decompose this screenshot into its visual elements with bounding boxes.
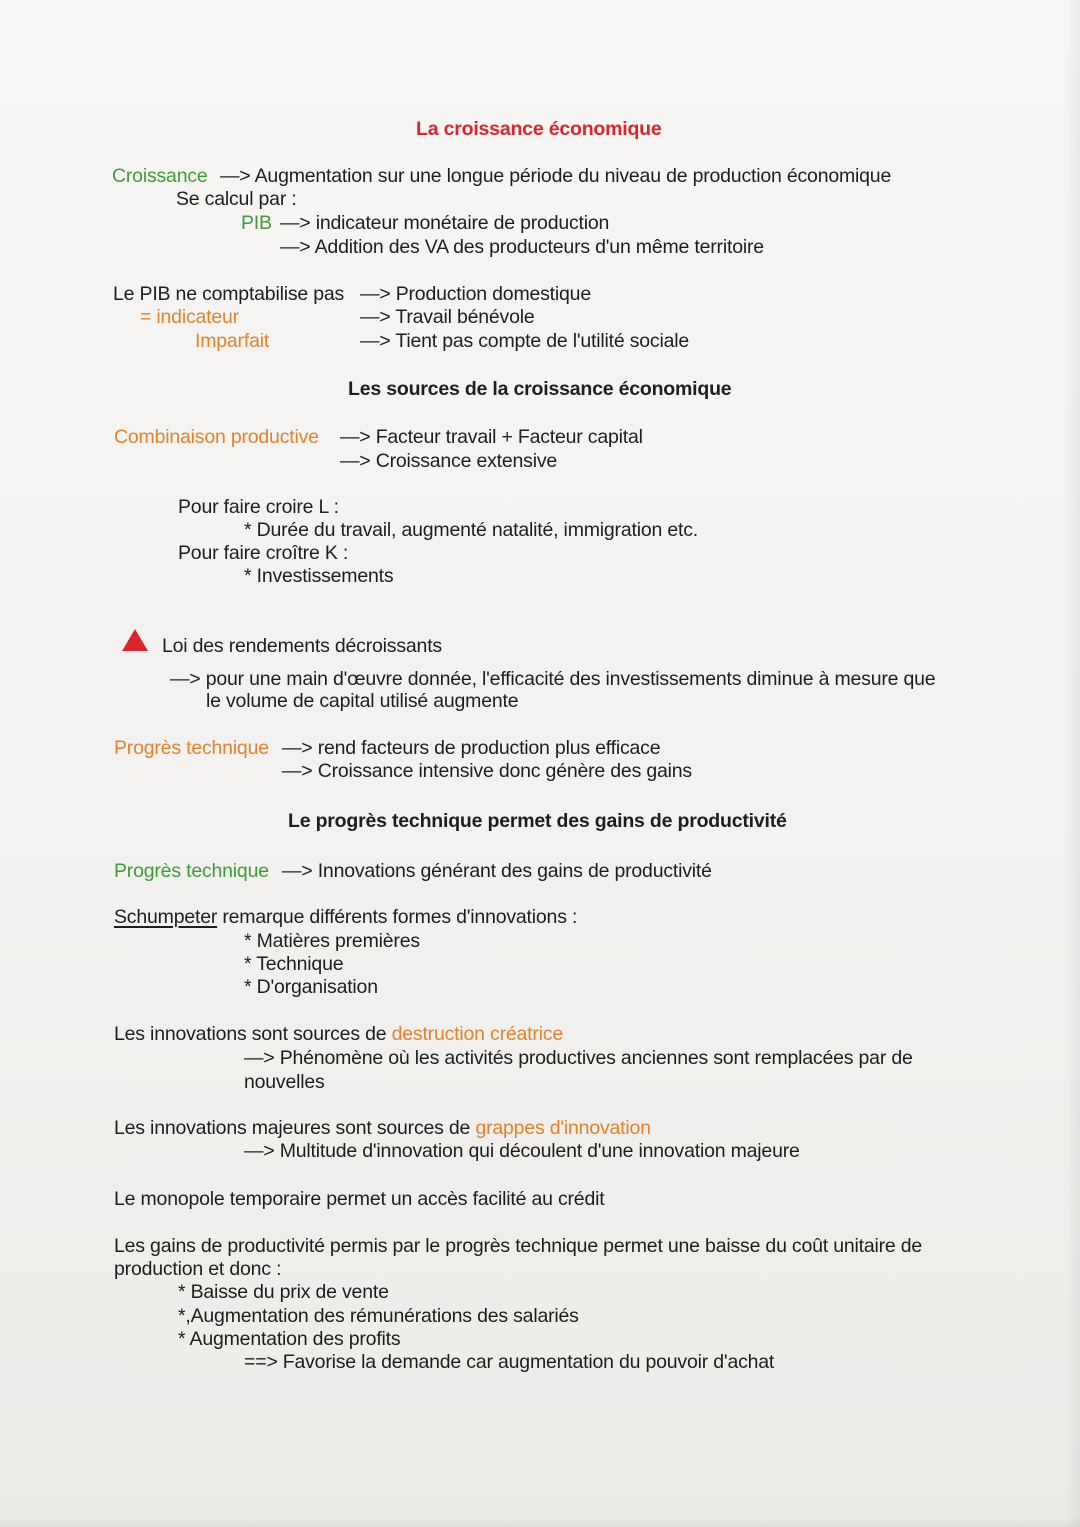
term-grappes-innovation: grappes d'innovation xyxy=(475,1117,651,1139)
combinaison-item: —> Croissance extensive xyxy=(340,450,558,472)
gains-line-1: Les gains de productivité permis par le progrès technique permet une baisse du coût unitaire de xyxy=(114,1235,923,1257)
grappes-text: Les innovations majeures sont sources de xyxy=(114,1117,476,1139)
innovation-type: * Technique xyxy=(244,953,344,975)
pib-definition: —> indicateur monétaire de production xyxy=(280,212,610,234)
gains-line-2: production et donc : xyxy=(114,1258,282,1280)
page-edge-shadow xyxy=(1066,0,1080,1527)
grappes-definition: —> Multitude d'innovation qui découlent d'une innovation majeure xyxy=(244,1140,800,1162)
loi-title: Loi des rendements décroissants xyxy=(162,635,442,657)
innovation-type: * D'organisation xyxy=(244,976,378,998)
pib-definition-2: —> Addition des VA des producteurs d'un même territoire xyxy=(280,236,764,258)
pib-limit-item: —> Production domestique xyxy=(360,283,591,305)
gains-item: *,Augmentation des rémunérations des salariés xyxy=(178,1305,579,1327)
schumpeter-text: remarque différents formes d'innovations : xyxy=(217,906,578,928)
term-croissance: Croissance xyxy=(112,165,208,187)
gains-conclusion: ==> Favorise la demande car augmentation du pouvoir d'achat xyxy=(244,1351,775,1373)
innovation-type: * Matières premières xyxy=(244,930,420,952)
facteur-k-item: * Investissements xyxy=(244,565,394,587)
gains-item: * Augmentation des profits xyxy=(178,1328,401,1350)
term-indicateur: = indicateur xyxy=(140,306,239,328)
gains-item: * Baisse du prix de vente xyxy=(178,1281,389,1303)
loi-line-1: —> pour une main d'œuvre donnée, l'efficacité des investissements diminue à mesure que xyxy=(170,668,936,690)
facteur-k-title: Pour faire croître K : xyxy=(178,542,349,564)
facteur-l-title: Pour faire croire L : xyxy=(178,496,339,518)
combinaison-item: —> Facteur travail + Facteur capital xyxy=(340,426,643,448)
facteur-l-item: * Durée du travail, augmenté natalité, immigration etc. xyxy=(244,519,698,541)
section-heading-progres: Le progrès technique permet des gains de productivité xyxy=(288,810,787,832)
warning-icon xyxy=(121,628,149,652)
monopole-text: Le monopole temporaire permet un accès facilité au crédit xyxy=(114,1188,605,1210)
term-progres-technique: Progrès technique xyxy=(114,737,269,759)
grappes-intro xyxy=(114,1117,651,1140)
pib-limit-item: —> Travail bénévole xyxy=(360,306,535,328)
destruction-line-1: —> Phénomène où les activités productives anciennes sont remplacées par de xyxy=(244,1047,913,1069)
page-bottom-shadow xyxy=(0,1517,1080,1527)
progres-item: —> rend facteurs de production plus efficace xyxy=(282,737,661,759)
destruction-intro xyxy=(114,1023,563,1046)
term-imparfait: Imparfait xyxy=(195,330,270,352)
calcul-label: Se calcul par : xyxy=(176,188,297,210)
term-combinaison-productive: Combinaison productive xyxy=(114,426,319,448)
term-destruction-creatrice: destruction créatrice xyxy=(391,1023,563,1045)
schumpeter-intro xyxy=(114,906,577,929)
term-pib: PIB xyxy=(241,212,272,234)
destruction-line-2: nouvelles xyxy=(244,1071,325,1093)
destruction-text: Les innovations sont sources de xyxy=(114,1023,392,1045)
term-progres-technique-2: Progrès technique xyxy=(114,860,269,882)
croissance-definition: —> Augmentation sur une longue période du niveau de production économique xyxy=(220,165,892,187)
schumpeter-name: Schumpeter xyxy=(114,906,218,928)
pib-limit-item: —> Tient pas compte de l'utilité sociale xyxy=(360,330,690,352)
pib-limits-intro: Le PIB ne comptabilise pas xyxy=(113,283,345,305)
page-title: La croissance économique xyxy=(416,118,662,140)
loi-line-2: le volume de capital utilisé augmente xyxy=(206,690,519,712)
progres-item: —> Croissance intensive donc génère des gains xyxy=(282,760,692,782)
section-heading-sources: Les sources de la croissance économique xyxy=(348,378,732,400)
progres-definition: —> Innovations générant des gains de productivité xyxy=(282,860,712,882)
